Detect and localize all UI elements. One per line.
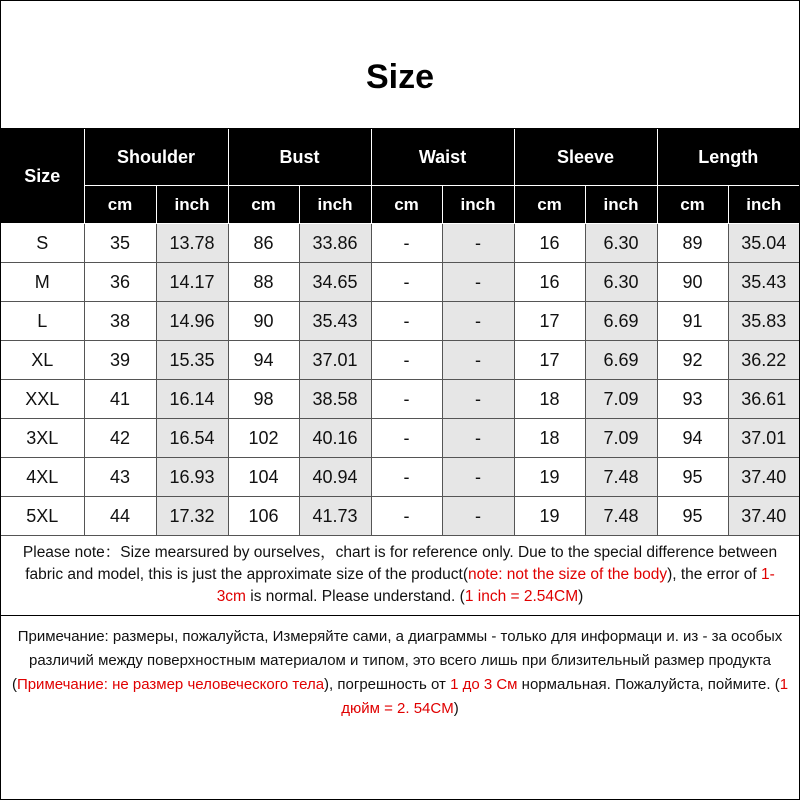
- table-row: [1, 224, 799, 263]
- size-label-cell: XL: [1, 341, 84, 380]
- measurement-cell: 38.58: [299, 380, 371, 419]
- measurement-cell: 41: [84, 380, 156, 419]
- measurement-cell: 38: [84, 302, 156, 341]
- measurement-cell: 14.17: [156, 263, 228, 302]
- note-en-red-1: note: not the size of the body: [468, 566, 668, 583]
- measurement-cell: -: [371, 419, 442, 458]
- measurement-cell: -: [371, 302, 442, 341]
- measurement-cell: 6.69: [585, 341, 657, 380]
- measurement-cell: 36.22: [728, 341, 799, 380]
- measurement-cell: 93: [657, 380, 728, 419]
- measurement-cell: 37.40: [728, 497, 799, 536]
- measurement-cell: -: [442, 263, 514, 302]
- note-ru-text-3: нормальная. Пожалуйста, поймите. (: [517, 676, 780, 693]
- note-en-text-2: ), the error of: [667, 566, 761, 583]
- unit-inch: inch: [299, 186, 371, 224]
- measurement-cell: 17: [514, 341, 585, 380]
- measurement-cell: 102: [228, 419, 299, 458]
- note-ru-red-3: 1 дюйм = 2. 54CM: [341, 676, 789, 717]
- measurement-cell: -: [371, 497, 442, 536]
- note-ru-text-4: ): [453, 700, 459, 717]
- measurement-cell: 7.48: [585, 497, 657, 536]
- note-en-text-4: ): [578, 588, 584, 605]
- measurement-cell: -: [371, 458, 442, 497]
- measurement-cell: 16: [514, 224, 585, 263]
- measurement-cell: -: [371, 341, 442, 380]
- note-ru-text-1: Примечание: размеры, пожалуйста, Измеряйте сами, а диаграммы - только для информаци и. из - за особых различий между поверхностным материалом и типом, это всего лишь при близительный размер продукта (: [11, 628, 783, 693]
- measurement-cell: 7.09: [585, 380, 657, 419]
- measurement-cell: 13.78: [156, 224, 228, 263]
- measurement-cell: 35.04: [728, 224, 799, 263]
- header-bust: Bust: [228, 129, 371, 186]
- table-row: [1, 341, 799, 380]
- unit-inch: inch: [442, 186, 514, 224]
- note-ru-red-2: 1 до 3 См: [450, 676, 518, 693]
- measurement-cell: -: [371, 224, 442, 263]
- size-label-cell: M: [1, 263, 84, 302]
- table-row: [1, 458, 799, 497]
- unit-cm: cm: [371, 186, 442, 224]
- measurement-cell: 91: [657, 302, 728, 341]
- measurement-cell: 35: [84, 224, 156, 263]
- measurement-cell: 98: [228, 380, 299, 419]
- measurement-cell: 40.16: [299, 419, 371, 458]
- measurement-cell: 36: [84, 263, 156, 302]
- size-label-cell: 4XL: [1, 458, 84, 497]
- measurement-cell: 18: [514, 419, 585, 458]
- measurement-cell: 35.43: [299, 302, 371, 341]
- measurement-cell: 37.01: [299, 341, 371, 380]
- note-en-text-1: Please note：Size mearsured by ourselves，chart is for reference only. Due to the special difference between fabric and model, this is just the approximate size of the product(: [22, 544, 778, 583]
- note-english: [1, 536, 799, 616]
- title-row: [1, 1, 799, 129]
- unit-inch: inch: [728, 186, 799, 224]
- measurement-cell: 104: [228, 458, 299, 497]
- size-label-cell: 5XL: [1, 497, 84, 536]
- measurement-cell: 37.01: [728, 419, 799, 458]
- measurement-cell: -: [442, 380, 514, 419]
- measurement-cell: 33.86: [299, 224, 371, 263]
- size-table-body: [1, 224, 799, 536]
- note-en-red-2: 1-3cm: [216, 566, 775, 605]
- measurement-cell: 6.30: [585, 224, 657, 263]
- note-en-text-3: is normal. Please understand. (: [245, 588, 465, 605]
- measurement-cell: 19: [514, 458, 585, 497]
- measurement-cell: 17.32: [156, 497, 228, 536]
- unit-cm: cm: [228, 186, 299, 224]
- unit-cm: cm: [657, 186, 728, 224]
- measurement-cell: 92: [657, 341, 728, 380]
- measurement-cell: 39: [84, 341, 156, 380]
- measurement-cell: 43: [84, 458, 156, 497]
- measurement-cell: 35.83: [728, 302, 799, 341]
- size-label-cell: XXL: [1, 380, 84, 419]
- measurement-cell: 7.48: [585, 458, 657, 497]
- measurement-cell: 90: [228, 302, 299, 341]
- unit-cm: cm: [84, 186, 156, 224]
- measurement-cell: -: [442, 419, 514, 458]
- table-row: [1, 419, 799, 458]
- header-shoulder: Shoulder: [84, 129, 228, 186]
- measurement-cell: 86: [228, 224, 299, 263]
- size-table: [1, 129, 799, 536]
- measurement-cell: 95: [657, 458, 728, 497]
- measurement-cell: 7.09: [585, 419, 657, 458]
- header-length: Length: [657, 129, 799, 186]
- header-waist: Waist: [371, 129, 514, 186]
- measurement-cell: 42: [84, 419, 156, 458]
- unit-inch: inch: [585, 186, 657, 224]
- note-ru-text-2: ), погрешность от: [324, 676, 451, 693]
- measurement-cell: 36.61: [728, 380, 799, 419]
- unit-inch: inch: [156, 186, 228, 224]
- unit-cm: cm: [514, 186, 585, 224]
- measurement-cell: -: [371, 263, 442, 302]
- note-en-red-3: 1 inch = 2.54CM: [464, 588, 579, 605]
- header-sleeve: Sleeve: [514, 129, 657, 186]
- measurement-cell: -: [442, 341, 514, 380]
- measurement-cell: 44: [84, 497, 156, 536]
- measurement-cell: 17: [514, 302, 585, 341]
- header-row-units: [1, 186, 799, 224]
- measurement-cell: 6.69: [585, 302, 657, 341]
- note-russian: [1, 621, 799, 721]
- measurement-cell: 19: [514, 497, 585, 536]
- measurement-cell: 35.43: [728, 263, 799, 302]
- measurement-cell: -: [442, 497, 514, 536]
- table-row: [1, 380, 799, 419]
- note-ru-red-1: Примечание: не размер человеческого тела: [16, 676, 325, 693]
- header-row-groups: [1, 129, 799, 186]
- chart-title: Size: [365, 57, 435, 96]
- measurement-cell: 14.96: [156, 302, 228, 341]
- table-row: [1, 497, 799, 536]
- table-row: [1, 263, 799, 302]
- measurement-cell: 95: [657, 497, 728, 536]
- measurement-cell: 18: [514, 380, 585, 419]
- measurement-cell: 90: [657, 263, 728, 302]
- measurement-cell: 15.35: [156, 341, 228, 380]
- measurement-cell: 40.94: [299, 458, 371, 497]
- size-label-cell: 3XL: [1, 419, 84, 458]
- measurement-cell: -: [442, 302, 514, 341]
- measurement-cell: 88: [228, 263, 299, 302]
- measurement-cell: 94: [228, 341, 299, 380]
- table-row: [1, 302, 799, 341]
- measurement-cell: 37.40: [728, 458, 799, 497]
- measurement-cell: 34.65: [299, 263, 371, 302]
- measurement-cell: 16.93: [156, 458, 228, 497]
- measurement-cell: -: [371, 380, 442, 419]
- measurement-cell: -: [442, 458, 514, 497]
- measurement-cell: 41.73: [299, 497, 371, 536]
- measurement-cell: 6.30: [585, 263, 657, 302]
- measurement-cell: 16: [514, 263, 585, 302]
- header-size: Size: [1, 129, 84, 224]
- measurement-cell: 16.54: [156, 419, 228, 458]
- measurement-cell: -: [442, 224, 514, 263]
- size-label-cell: S: [1, 224, 84, 263]
- measurement-cell: 106: [228, 497, 299, 536]
- size-label-cell: L: [1, 302, 84, 341]
- measurement-cell: 89: [657, 224, 728, 263]
- measurement-cell: 94: [657, 419, 728, 458]
- measurement-cell: 16.14: [156, 380, 228, 419]
